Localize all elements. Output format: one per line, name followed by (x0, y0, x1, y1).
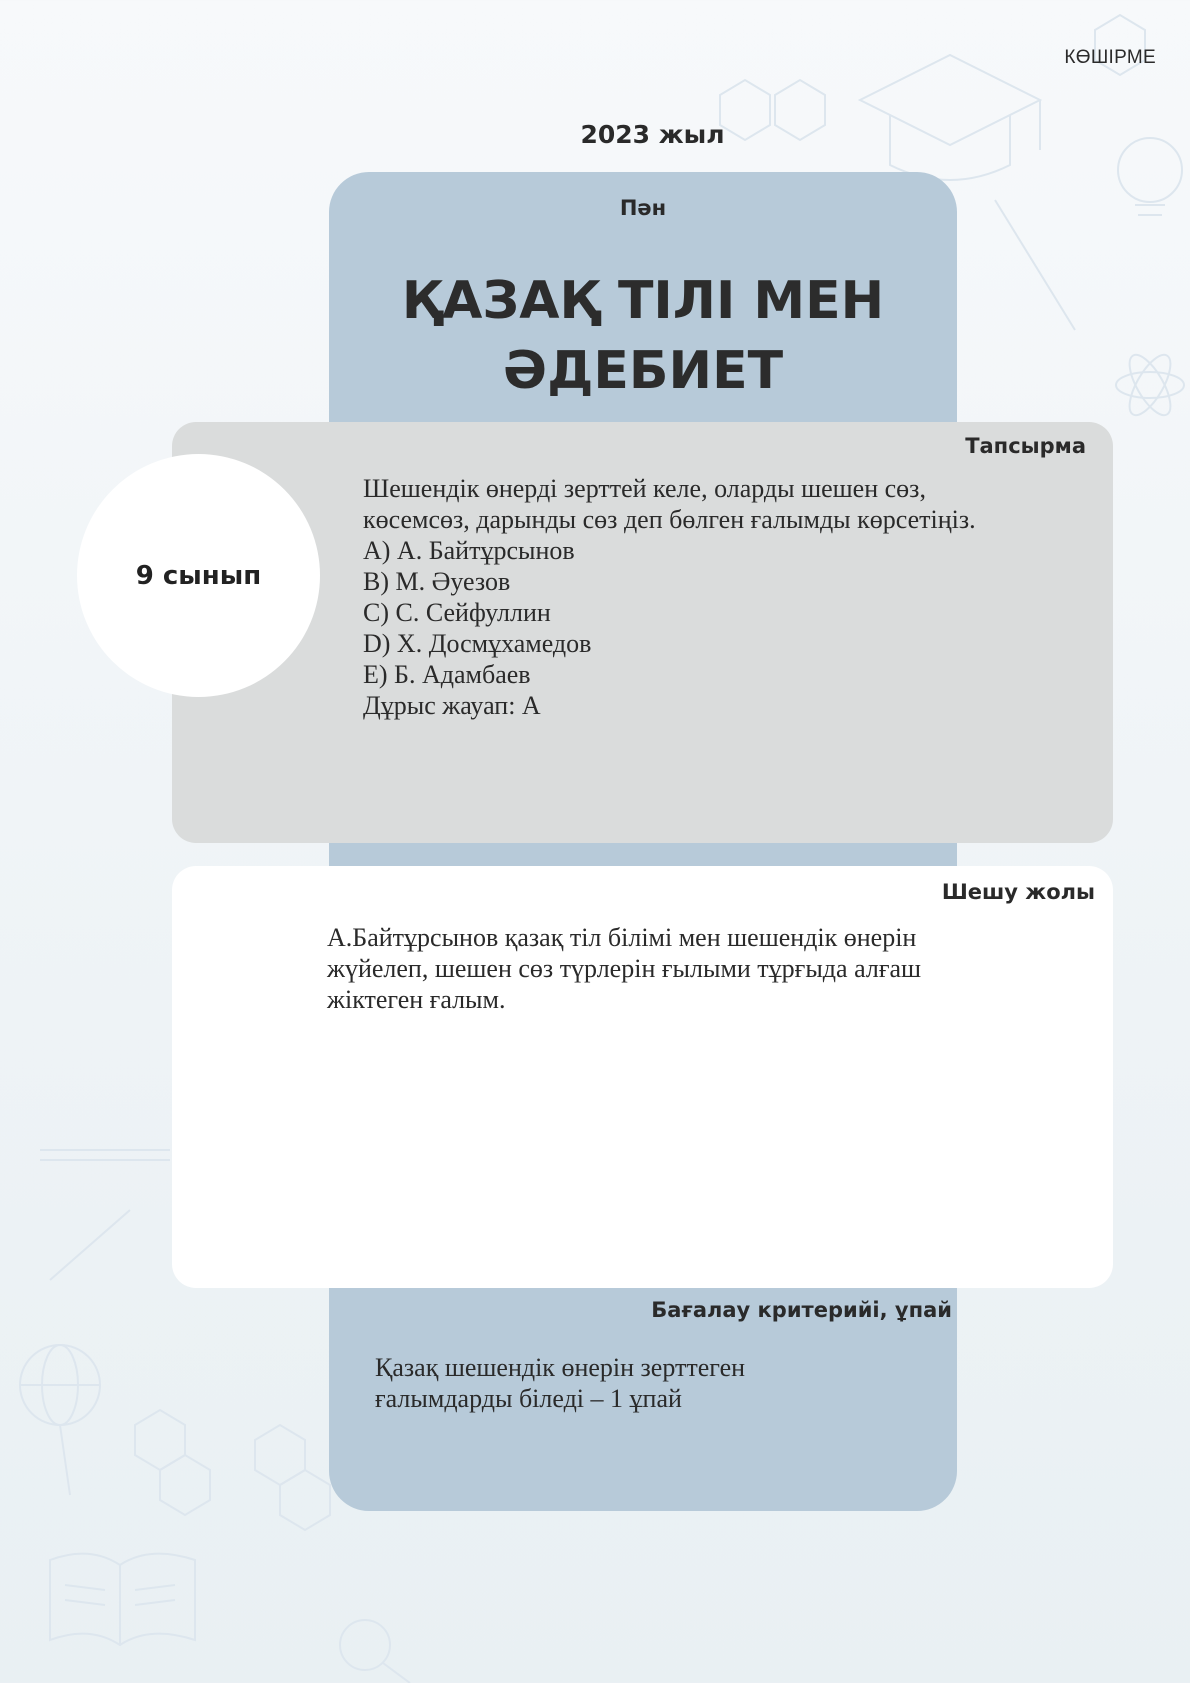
hexagon-pattern-bottom (135, 1410, 330, 1530)
question-line: Шешендік өнерді зерттей келе, оларды шешен сөз, (363, 474, 926, 503)
solution-line: жіктеген ғалым. (327, 985, 506, 1014)
copy-stamp: КӨШІРМЕ (1064, 47, 1156, 68)
task-heading: Тапсырма (965, 434, 1086, 458)
magnifier-icon (340, 1620, 410, 1683)
grade-label: 9 сынып (135, 560, 262, 591)
task-content (363, 473, 1023, 721)
subject-title (329, 266, 957, 406)
answer-option-c: C) С. Сейфуллин (363, 598, 551, 627)
grade-badge (77, 454, 320, 697)
globe-icon (20, 1345, 100, 1495)
answer-option-d: D) Х. Досмұхамедов (363, 629, 592, 658)
lightbulb-icon (1118, 138, 1182, 215)
graduation-cap-icon (860, 55, 1040, 180)
criteria-line: ғалымдарды біледі – 1 ұпай (375, 1384, 682, 1413)
solution-line: А.Байтұрсынов қазақ тіл білімі мен шешендік өнерін (327, 923, 917, 952)
question-line: көсемсөз, дарынды сөз деп бөлген ғалымды көрсетіңіз. (363, 505, 976, 534)
open-book-icon (50, 1554, 195, 1645)
correct-answer: Дұрыс жауап: A (363, 691, 541, 720)
criteria-heading: Бағалау критерийі, ұпай (651, 1298, 952, 1322)
answer-option-a: A) А. Байтұрсынов (363, 536, 575, 565)
solution-heading: Шешу жолы (941, 880, 1095, 904)
subject-title-line2: ӘДЕБИЕТ (502, 341, 784, 401)
subject-title-line1: ҚАЗАҚ ТІЛІ МЕН (401, 271, 885, 331)
answer-option-e: E) Б. Адамбаев (363, 660, 531, 689)
solution-line: жүйелеп, шешен сөз түрлерін ғылыми тұрғыда алғаш (327, 954, 922, 983)
solution-content (327, 922, 1007, 1015)
exam-year: 2023 жыл (580, 120, 725, 149)
criteria-line: Қазақ шешендік өнерін зерттеген (375, 1353, 746, 1382)
criteria-content (375, 1352, 915, 1414)
subject-label: Пән (619, 196, 667, 220)
atom-icon (1116, 349, 1184, 421)
answer-option-b: B) М. Әуезов (363, 567, 511, 596)
